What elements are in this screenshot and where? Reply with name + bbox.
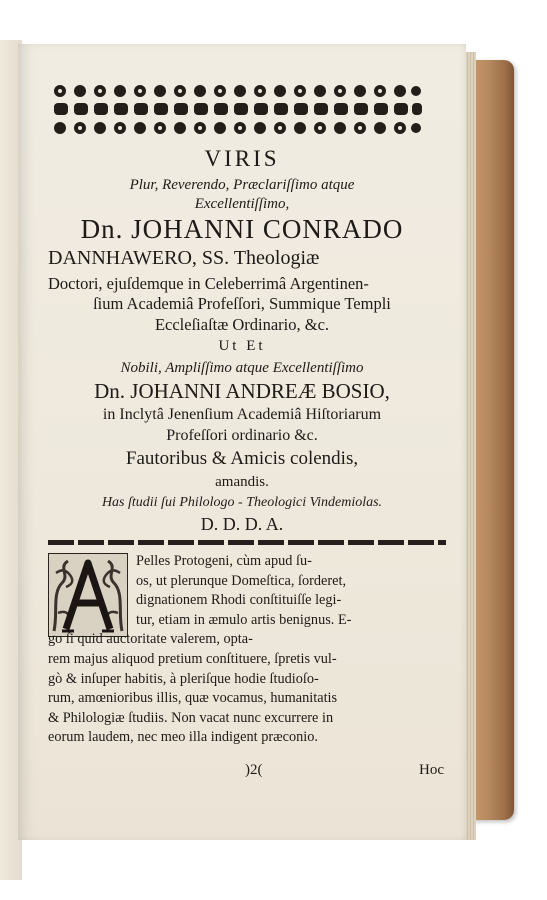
dedicatee-name-1: Dn. JOHANNI CONRADO [80,214,404,244]
body-line: os, ut plerunque Domeſtica, ſorderet, [136,572,347,589]
body-line: eorum laudem, nec meo illa indigent præconio. [48,729,318,746]
dedication-line: in Inclytâ Jenenſium Academiâ Hiſtoriarum [102,406,382,423]
dedicatee-name-2: Dn. JOHANNI ANDREÆ BOSIO, [94,379,390,403]
catchword: Hoc [419,762,444,778]
ornamental-headpiece [50,81,422,139]
body-line: rem majus aliquod pretium conſtituere, ſpretis vul- [48,650,337,667]
body-line: go ſi quid auctoritate valerem, opta- [48,631,253,648]
book-cover-edge [470,60,514,820]
body-line: tur, etiam in æmulo artis benignus. E- [136,611,352,628]
dedication-line: Excellentiſſimo, [194,196,290,212]
dedication-line: ſium Academiâ Profeſſori, Summique Templi [93,294,391,313]
decorative-rule [48,540,446,545]
body-line: & Philologiæ ſtudiis. Non vacat nunc excurrere in [48,709,334,726]
dedication-line: Plur, Reverendo, Præclariſſimo atque [129,177,355,193]
dedication-line: Has ſtudii ſui Philologo - Theologici Vindemiolas. [101,495,383,510]
signature-mark: )2( [245,762,263,778]
body-text [48,552,444,748]
dedication-line: amandis. [215,474,269,490]
body-line: dignationem Rhodi conſtituiſſe legi- [136,592,342,609]
body-line: gò & inſuper habitis, à pleriſque hodie ſtudioſo- [48,670,319,687]
dedication-line: Eccleſiaſtæ Ordinario, &c. [154,315,330,334]
dedication-line: Nobili, Ampliſſimo atque Excellentiſſimo [120,360,364,376]
dedication-heading: VIRIS [204,146,280,171]
title-page [18,44,466,840]
dedication-line: DANNHAWERO, SS. Theologiæ [48,247,320,269]
body-line: rum, amœnioribus illis, quæ vocamus, humanitatis [48,690,338,707]
dedication-connector: Ut Et [218,338,266,354]
dedication-line: Profeſſori ordinario &c. [166,427,318,444]
dedication-initials: D. D. D. A. [200,514,284,534]
dedication-line: Doctori, ejuſdemque in Celeberrimâ Argentinen- [48,274,369,293]
dedication-line: Fautoribus & Amicis colendis, [125,448,359,469]
body-line: Pelles Protogeni, cùm apud ſu- [136,553,312,569]
